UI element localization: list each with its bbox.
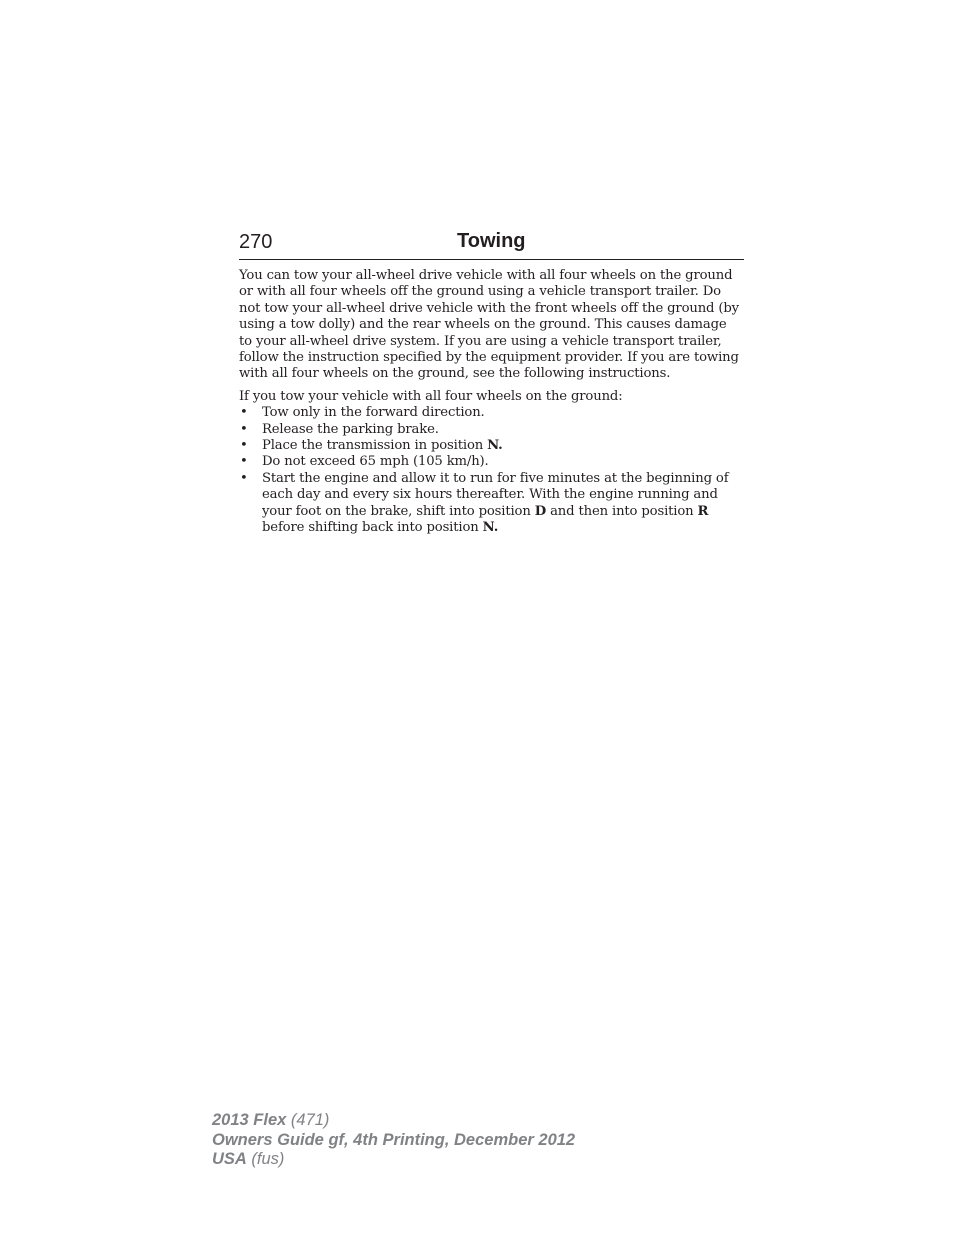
- footer-market-code: (fus): [246, 1150, 285, 1168]
- position-n-label: N.: [487, 438, 503, 454]
- footer-market: USA: [212, 1150, 247, 1168]
- bullet-icon: •: [240, 421, 248, 437]
- list-item-text: Do not exceed 65 mph (105 km/h).: [262, 454, 489, 470]
- footer-model-code: (471): [286, 1111, 330, 1129]
- list-item: [239, 438, 739, 454]
- towing-instructions-list: [239, 405, 739, 536]
- position-n-label: N.: [482, 520, 499, 536]
- page-number: 270: [239, 231, 273, 253]
- bullet-icon: •: [240, 470, 248, 486]
- list-item-text: and then into position: [546, 503, 698, 519]
- list-item-text: Tow only in the forward direction.: [262, 405, 485, 421]
- list-item-text: before shifting back into position: [262, 520, 483, 536]
- list-item: [239, 422, 739, 438]
- footer-model-line: [212, 1111, 575, 1131]
- footer-model: 2013 Flex: [212, 1111, 287, 1129]
- position-r-label: R: [697, 503, 709, 519]
- footer-guide: Owners Guide gf, 4th Printing, December 2012: [212, 1130, 576, 1149]
- list-item: [239, 471, 739, 537]
- footer-guide-line: [212, 1131, 575, 1151]
- list-item-text: Place the transmission in position: [262, 438, 488, 454]
- list-item-text: Start the engine and allow it to run for five minutes at the beginning of each day and every six hours thereafter. With the engine running and your foot on the brake, shift into position: [262, 470, 729, 519]
- intro-paragraph: You can tow your all-wheel drive vehicle with all four wheels on the ground or with all four wheels off the ground using a vehicle transport trailer. Do not tow your all-wheel drive vehicle with the front wheels off the ground (by using a tow dolly) and the rear wheels on the ground. This causes damage to your all-wheel drive system. If you are using a vehicle transport trailer, follow the instruction specified by the equipment provider. If you are towing with all four wheels on the ground, see the following instructions.: [239, 268, 739, 382]
- page-header: [239, 228, 744, 260]
- bullet-icon: •: [240, 438, 248, 454]
- bullet-icon: •: [240, 405, 248, 421]
- position-d-label: D: [534, 503, 547, 519]
- list-item-text: Release the parking brake.: [262, 421, 439, 437]
- list-item: [239, 405, 739, 421]
- list-item: [239, 454, 739, 470]
- footer-market-line: [212, 1150, 575, 1170]
- bullet-icon: •: [240, 454, 248, 470]
- body-content: [239, 268, 739, 537]
- page-footer: [212, 1111, 575, 1170]
- section-title: Towing: [457, 230, 526, 252]
- list-lead-paragraph: If you tow your vehicle with all four wheels on the ground:: [239, 388, 623, 404]
